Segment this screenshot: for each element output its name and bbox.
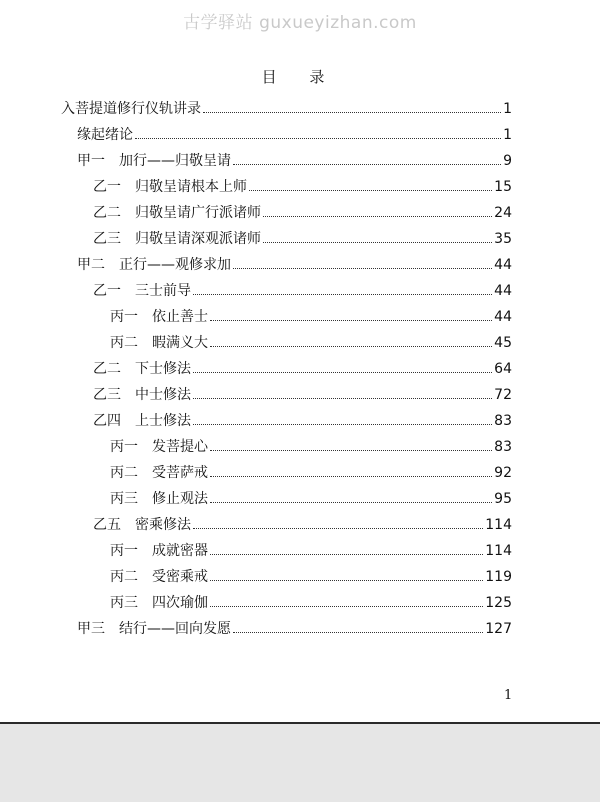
dot-leader bbox=[193, 280, 492, 295]
toc-entry-page: 1 bbox=[503, 127, 512, 143]
toc-entry-page: 83 bbox=[494, 439, 512, 455]
dot-leader bbox=[263, 202, 492, 217]
toc-entry[interactable] bbox=[93, 202, 512, 224]
dot-leader bbox=[249, 176, 492, 191]
toc-entry-page: 92 bbox=[494, 465, 512, 481]
toc-entry-page: 95 bbox=[494, 491, 512, 507]
toc-entry-label: 甲三 结行——回向发愿 bbox=[77, 621, 231, 637]
toc-entry[interactable] bbox=[110, 566, 512, 588]
dot-leader bbox=[203, 98, 501, 113]
toc-entry[interactable] bbox=[110, 540, 512, 562]
toc-title: 目 录 bbox=[261, 68, 339, 86]
toc-entry-label: 丙二 暇满义大 bbox=[110, 335, 208, 351]
toc-entry[interactable] bbox=[93, 384, 512, 406]
toc-entry-page: 44 bbox=[494, 257, 512, 273]
toc-entry[interactable] bbox=[93, 280, 512, 302]
toc-entry-label: 乙二 归敬呈请广行派诸师 bbox=[93, 205, 261, 221]
dot-leader bbox=[210, 306, 492, 321]
dot-leader bbox=[210, 540, 483, 555]
toc-entry-page: 1 bbox=[503, 101, 512, 117]
dot-leader bbox=[210, 462, 492, 477]
toc-entry-page: 64 bbox=[494, 361, 512, 377]
dot-leader bbox=[233, 150, 501, 165]
dot-leader bbox=[135, 124, 501, 139]
dot-leader bbox=[263, 228, 492, 243]
dot-leader bbox=[210, 488, 492, 503]
dot-leader bbox=[210, 566, 483, 581]
toc-entry-label: 乙一 三士前导 bbox=[93, 283, 191, 299]
toc-entry-label: 丙一 成就密器 bbox=[110, 543, 208, 559]
toc-entry[interactable] bbox=[110, 462, 512, 484]
toc-entry-label: 丙三 修止观法 bbox=[110, 491, 208, 507]
toc-entry-label: 入菩提道修行仪轨讲录 bbox=[61, 101, 201, 117]
toc-entry-page: 114 bbox=[485, 543, 512, 559]
dot-leader bbox=[193, 410, 492, 425]
toc-entry-label: 丙一 依止善士 bbox=[110, 309, 208, 325]
toc-entry-page: 35 bbox=[494, 231, 512, 247]
toc-entry[interactable] bbox=[77, 254, 512, 276]
toc-entry[interactable] bbox=[110, 332, 512, 354]
toc-entry[interactable] bbox=[110, 488, 512, 510]
dot-leader bbox=[210, 592, 483, 607]
toc-entry[interactable] bbox=[93, 410, 512, 432]
toc-entry-label: 丙二 受密乘戒 bbox=[110, 569, 208, 585]
toc-entry-page: 15 bbox=[494, 179, 512, 195]
toc-entry-page: 83 bbox=[494, 413, 512, 429]
toc-entry-page: 24 bbox=[494, 205, 512, 221]
dot-leader bbox=[233, 254, 492, 269]
toc-entry-page: 44 bbox=[494, 309, 512, 325]
toc-entry-page: 9 bbox=[503, 153, 512, 169]
toc-entry[interactable] bbox=[110, 592, 512, 614]
toc-entry-page: 45 bbox=[494, 335, 512, 351]
toc-entry-label: 乙三 归敬呈请深观派诸师 bbox=[93, 231, 261, 247]
toc-entry-page: 119 bbox=[485, 569, 512, 585]
dot-leader bbox=[233, 618, 483, 633]
toc-entry[interactable] bbox=[77, 124, 512, 146]
toc-entry[interactable] bbox=[93, 228, 512, 250]
toc-entry-page: 114 bbox=[485, 517, 512, 533]
toc-entry[interactable] bbox=[77, 150, 512, 172]
toc-entry-label: 乙一 归敬呈请根本上师 bbox=[93, 179, 247, 195]
dot-leader bbox=[210, 436, 492, 451]
toc-entry-label: 甲二 正行——观修求加 bbox=[77, 257, 231, 273]
toc-entry-label: 乙五 密乘修法 bbox=[93, 517, 191, 533]
dot-leader bbox=[193, 384, 492, 399]
watermark: 古学驿站 guxueyizhan.com bbox=[183, 13, 417, 33]
viewer-bottom-area bbox=[0, 722, 600, 802]
dot-leader bbox=[193, 514, 483, 529]
dot-leader bbox=[193, 358, 492, 373]
toc-entry-label: 乙四 上士修法 bbox=[93, 413, 191, 429]
toc-entry[interactable] bbox=[61, 98, 512, 120]
toc-entry-page: 127 bbox=[485, 621, 512, 637]
toc-entry-label: 丙三 四次瑜伽 bbox=[110, 595, 208, 611]
dot-leader bbox=[210, 332, 492, 347]
toc-entry[interactable] bbox=[110, 306, 512, 328]
toc-entry[interactable] bbox=[110, 436, 512, 458]
page-number: 1 bbox=[504, 688, 513, 703]
toc-entry[interactable] bbox=[77, 618, 512, 640]
toc-entry-label: 甲一 加行——归敬呈请 bbox=[77, 153, 231, 169]
toc-entry-label: 乙二 下士修法 bbox=[93, 361, 191, 377]
toc-entry[interactable] bbox=[93, 358, 512, 380]
toc-entry-page: 125 bbox=[485, 595, 512, 611]
toc-entry[interactable] bbox=[93, 176, 512, 198]
toc-entry-label: 丙二 受菩萨戒 bbox=[110, 465, 208, 481]
toc-entry-label: 丙一 发菩提心 bbox=[110, 439, 208, 455]
toc-entry[interactable] bbox=[93, 514, 512, 536]
toc-entry-label: 乙三 中士修法 bbox=[93, 387, 191, 403]
toc-entry-page: 72 bbox=[494, 387, 512, 403]
toc-entry-page: 44 bbox=[494, 283, 512, 299]
toc-entry-label: 缘起绪论 bbox=[77, 127, 133, 143]
